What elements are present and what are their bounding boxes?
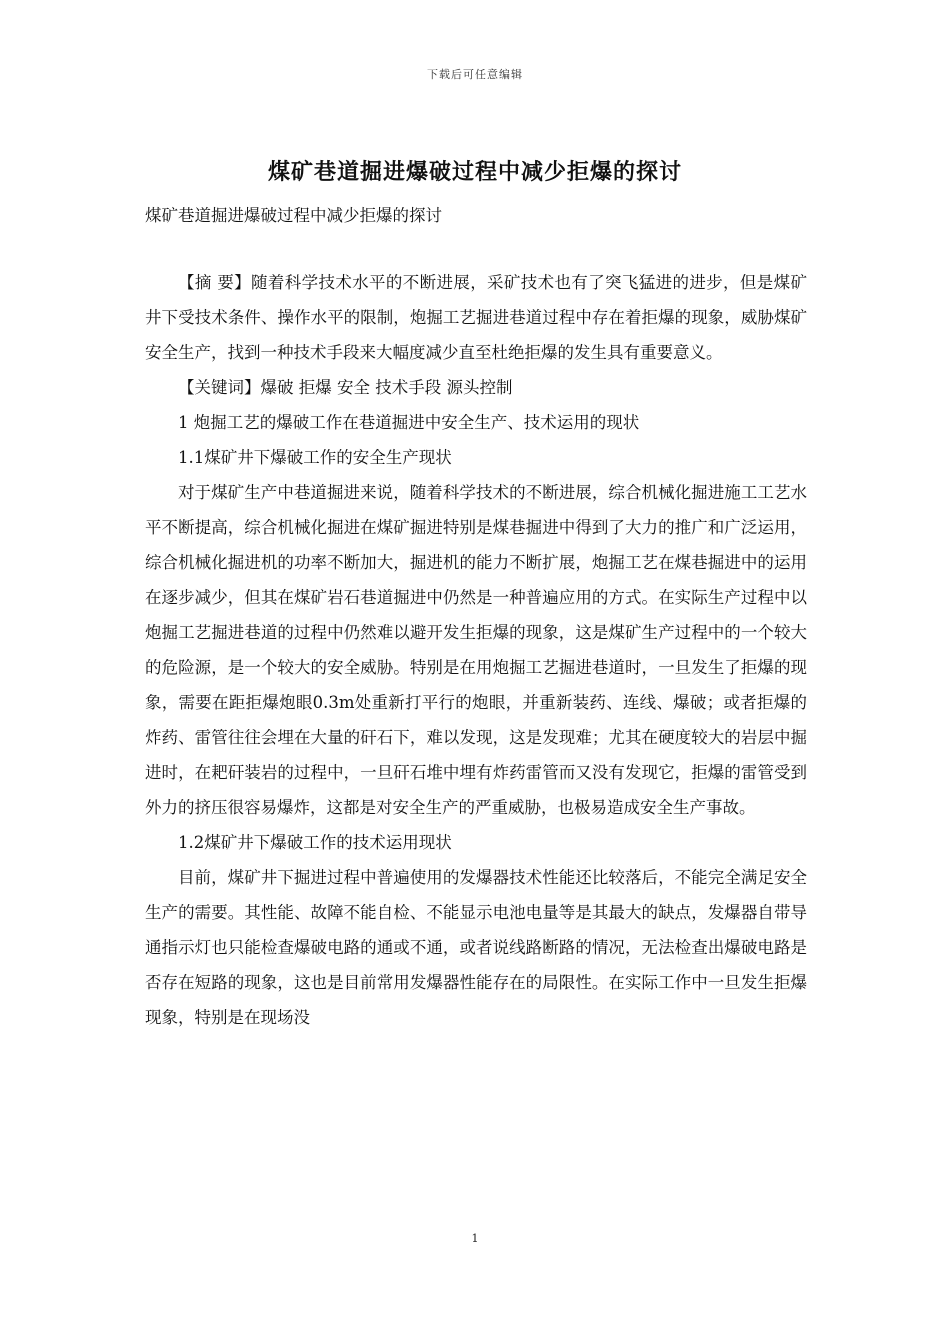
body-paragraph: 目前，煤矿井下掘进过程中普遍使用的发爆器技术性能还比较落后，不能完全满足安全生产的需要。其性能、故障不能自检、不能显示电池电量等是其最大的缺点，发爆器自带导通指示灯也只能检查爆破电路的通或不通，或者说线路断路的情况，无法检查出爆破电路是否存在短路的现象，这也是目前常用发爆器性能存在的局限性。在实际工作中一旦发生拒爆现象，特别是在现场没 [145,868,807,1027]
section-heading-1: 1 炮掘工艺的爆破工作在巷道掘进中安全生产、技术运用的现状 [178,413,640,432]
section-heading-1-2: 1.2煤矿井下爆破工作的技术运用现状 [178,833,452,852]
section-heading-1-1: 1.1煤矿井下爆破工作的安全生产现状 [178,448,452,467]
page-number: 1 [471,1232,479,1245]
document-body [145,265,807,1035]
document-subtitle: 煤矿巷道掘进爆破过程中减少拒爆的探讨 [145,206,442,225]
body-paragraph: 对于煤矿生产中巷道掘进来说，随着科学技术的不断进展，综合机械化掘进施工工艺水平不断提高，综合机械化掘进在煤矿掘进特别是煤巷掘进中得到了大力的推广和广泛运用，综合机械化掘进机的功率不断加大，掘进机的能力不断扩展，炮掘工艺在煤巷掘进中的运用在逐步减少，但其在煤矿岩石巷道掘进中仍然是一种普遍应用的方式。在实际生产过程中以炮掘工艺掘进巷道的过程中仍然难以避开发生拒爆的现象，这是煤矿生产过程中的一个较大的危险源，是一个较大的安全威胁。特别是在用炮掘工艺掘进巷道时，一旦发生了拒爆的现象，需要在距拒爆炮眼0.3m处重新打平行的炮眼，并重新装药、连线、爆破；或者拒爆的炸药、雷管往往会埋在大量的矸石下，难以发现，这是发现难；尤其在硬度较大的岩层中掘进时，在耙矸装岩的过程中，一旦矸石堆中埋有炸药雷管而又没有发现它，拒爆的雷管受到外力的挤压很容易爆炸，这都是对安全生产的严重威胁，也极易造成安全生产事故。 [145,483,807,817]
keywords-paragraph: 【关键词】爆破 拒爆 安全 技术手段 源头控制 [178,378,513,397]
abstract-paragraph: 【摘 要】随着科学技术水平的不断进展，采矿技术也有了突飞猛进的进步，但是煤矿井下受技术条件、操作水平的限制，炮掘工艺掘进巷道过程中存在着拒爆的现象，威胁煤矿安全生产，找到一种技术手段来大幅度减少直至杜绝拒爆的发生具有重要意义。 [145,273,807,362]
header-note: 下载后可任意编辑 [427,68,523,81]
document-title: 煤矿巷道掘进爆破过程中减少拒爆的探讨 [267,159,682,185]
